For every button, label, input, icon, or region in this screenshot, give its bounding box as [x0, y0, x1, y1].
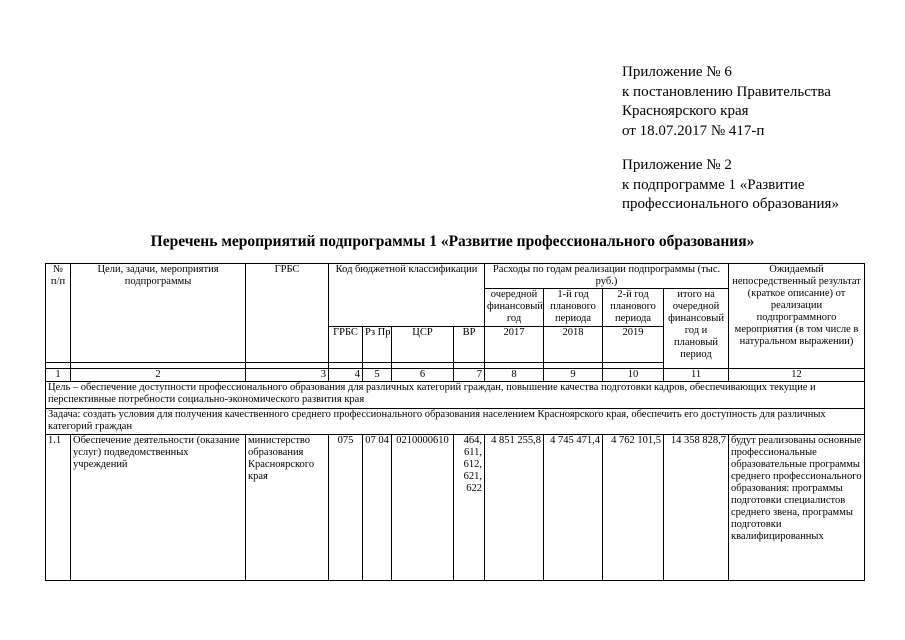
column-number: 7 — [454, 369, 485, 382]
header-sub-rzpr: Рз Пр — [363, 327, 392, 363]
header-grbs: ГРБС — [246, 264, 329, 363]
appendix-line: от 18.07.2017 № 417-п — [622, 122, 765, 139]
row-num: 1.1 — [46, 435, 71, 581]
column-number: 4 — [329, 369, 363, 382]
column-number: 12 — [729, 369, 865, 382]
goal-text: Цель – обеспечение доступности профессионального образования для различных категорий граждан, повышение качества подготовки кадров, обеспечивающих текущие и перспективные потребности социально-экономического развития края — [46, 382, 865, 409]
vr-code: 622 — [466, 483, 483, 494]
appendix-line: к подпрограмме 1 «Развитие — [622, 176, 805, 193]
column-number: 6 — [392, 369, 454, 382]
appendix-line: Приложение № 2 — [622, 157, 732, 173]
table-row — [46, 435, 865, 581]
header-year-1: 1-й год планового периода — [544, 289, 603, 327]
header-year-2019: 2019 — [603, 327, 664, 363]
row-grbs-name: министерство образования Красноярского края — [246, 435, 329, 581]
header-year-2018: 2018 — [544, 327, 603, 363]
header-budget-code: Код бюджетной классификации — [329, 264, 485, 327]
measures-table — [45, 263, 865, 581]
column-number: 2 — [71, 369, 246, 382]
column-number-row — [46, 369, 865, 382]
task-row — [46, 409, 865, 435]
appendix-line: к постановлению Правительства — [622, 83, 831, 100]
header-row-1 — [46, 264, 865, 289]
vr-code: 612, — [463, 459, 483, 470]
header-num: № п/п — [46, 264, 71, 363]
row-result: будут реализованы основные профессиональные образовательные программы среднего профессионального образования: программы подготовки специалистов среднего звена, программы подготовки квалифицированных — [729, 435, 865, 581]
header-expenses: Расходы по годам реализации подпрограммы (тыс. руб.) — [485, 264, 729, 289]
appendix-line: Красноярского края — [622, 103, 749, 119]
appendix-line: профессионального образования» — [622, 196, 839, 212]
column-number: 9 — [544, 369, 603, 382]
goal-row — [46, 382, 865, 409]
row-2019: 4 762 101,5 — [603, 435, 664, 581]
column-number: 10 — [603, 369, 664, 382]
row-2017: 4 851 255,8 — [485, 435, 544, 581]
appendix-6-block — [622, 63, 831, 141]
header-sub-csr: ЦСР — [392, 327, 454, 363]
row-grbs-code: 075 — [329, 435, 363, 581]
document-title: Перечень мероприятий подпрограммы 1 «Развитие профессионального образования» — [150, 233, 755, 250]
header-sub-vr: ВР — [454, 327, 485, 363]
header-total: итого на очередной финансовый год и плановый период — [664, 289, 729, 369]
header-goals: Цели, задачи, мероприятия подпрограммы — [71, 264, 246, 363]
row-vr — [454, 435, 485, 581]
row-total: 14 358 828,7 — [664, 435, 729, 581]
header-result: Ожидаемый непосредственный результат (краткое описание) от реализации подпрограммного мероприятия (в том числе в натуральном выражении) — [729, 264, 865, 369]
row-name: Обеспечение деятельности (оказание услуг) подведомственных учреждений — [71, 435, 246, 581]
row-rzpr: 07 04 — [363, 435, 392, 581]
column-number: 1 — [46, 369, 71, 382]
row-2018: 4 745 471,4 — [544, 435, 603, 581]
header-year-2: 2-й год планового периода — [603, 289, 664, 327]
header-year-2017: 2017 — [485, 327, 544, 363]
appendix-line: Приложение № 6 — [622, 64, 732, 80]
row-csr: 0210000610 — [392, 435, 454, 581]
header-year-current: очередной финансовый год — [485, 289, 544, 327]
column-number: 8 — [485, 369, 544, 382]
vr-code: 464, — [463, 435, 483, 446]
column-number: 5 — [363, 369, 392, 382]
column-number: 11 — [664, 369, 729, 382]
task-text: Задача: создать условия для получения качественного среднего профессионального образования населением Красноярского края, обеспечить его доступность для различных категорий граждан — [46, 409, 865, 435]
vr-code: 611, — [464, 447, 483, 458]
vr-code: 621, — [463, 471, 483, 482]
appendix-2-block — [622, 156, 839, 215]
header-sub-grbs: ГРБС — [329, 327, 363, 363]
column-number: 3 — [246, 369, 329, 382]
